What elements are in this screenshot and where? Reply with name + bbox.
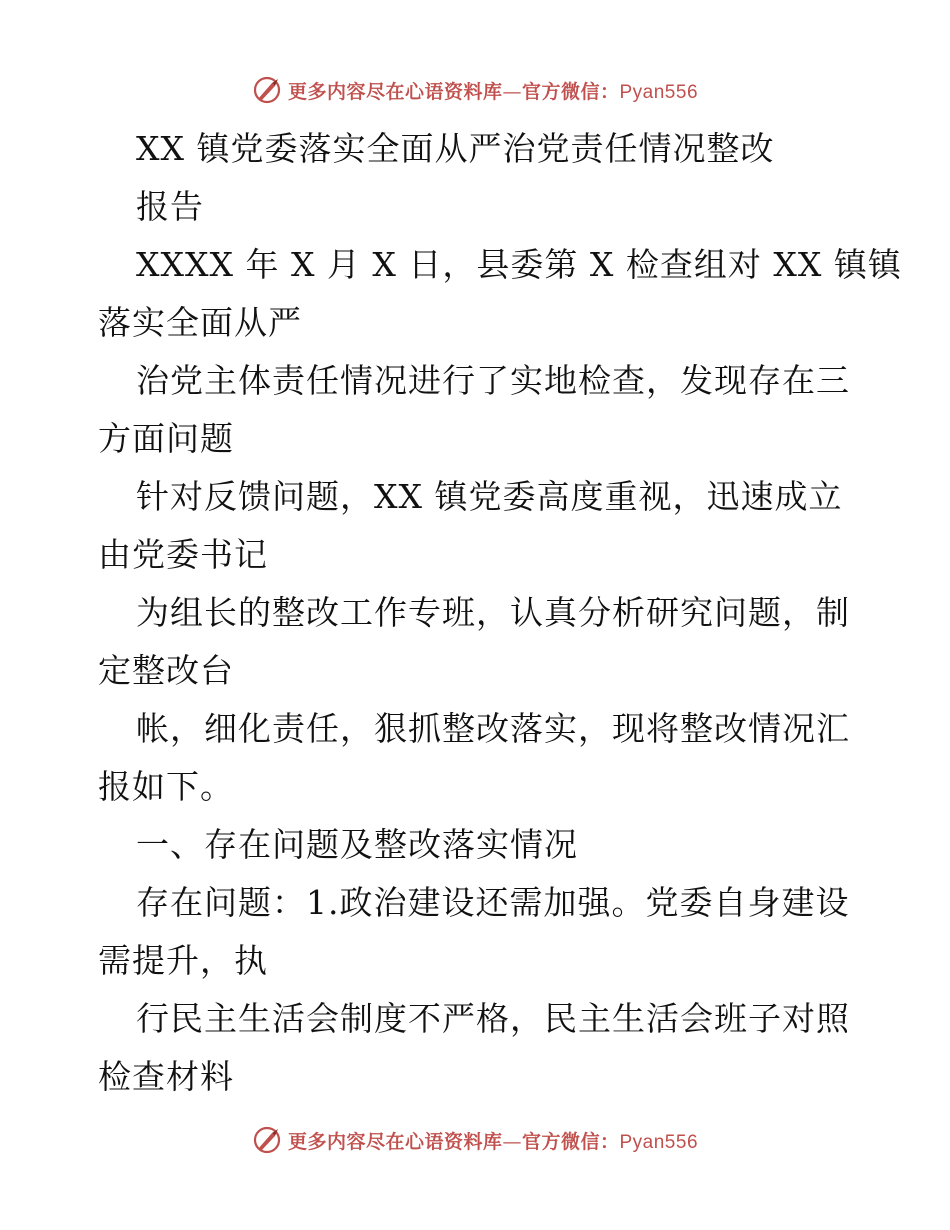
watermark-text: 更多内容尽在心语资料库—官方微信：Pyan556: [287, 80, 699, 103]
watermark-text: 更多内容尽在心语资料库—官方微信：Pyan556: [287, 1130, 699, 1153]
doc-line: 治党主体责任情况进行了实地检查，发现存在三: [136, 361, 850, 400]
doc-line: 行民主生活会制度不严格，民主生活会班子对照: [136, 999, 850, 1038]
doc-line: 一、存在问题及整改落实情况: [136, 825, 578, 864]
quill-logo-icon: [252, 1125, 282, 1155]
doc-line: 需提升，执: [98, 941, 268, 980]
doc-line: 定整改台: [98, 651, 234, 690]
doc-line: 报如下。: [98, 767, 234, 806]
quill-logo-icon: [252, 75, 282, 105]
footer-watermark: [0, 1120, 950, 1160]
doc-line: 为组长的整改工作专班，认真分析研究问题，制: [136, 593, 850, 632]
doc-line: 针对反馈问题，XX 镇党委高度重视，迅速成立: [136, 477, 843, 516]
document-body: [98, 120, 902, 1106]
doc-line: 检查材料: [98, 1057, 234, 1096]
doc-line: 方面问题: [98, 419, 234, 458]
doc-line: XX 镇党委落实全面从严治党责任情况整改: [136, 129, 775, 168]
doc-line: XXXX 年 X 月 X 日，县委第 X 检查组对 XX 镇镇: [136, 245, 902, 284]
header-watermark: [0, 70, 950, 110]
doc-line: 由党委书记: [98, 535, 268, 574]
doc-line: 报告: [136, 187, 204, 226]
doc-line: 帐，细化责任，狠抓整改落实，现将整改情况汇: [136, 709, 850, 748]
doc-line: 落实全面从严: [98, 303, 302, 342]
doc-line: 存在问题：1.政治建设还需加强。党委自身建设: [136, 883, 850, 922]
